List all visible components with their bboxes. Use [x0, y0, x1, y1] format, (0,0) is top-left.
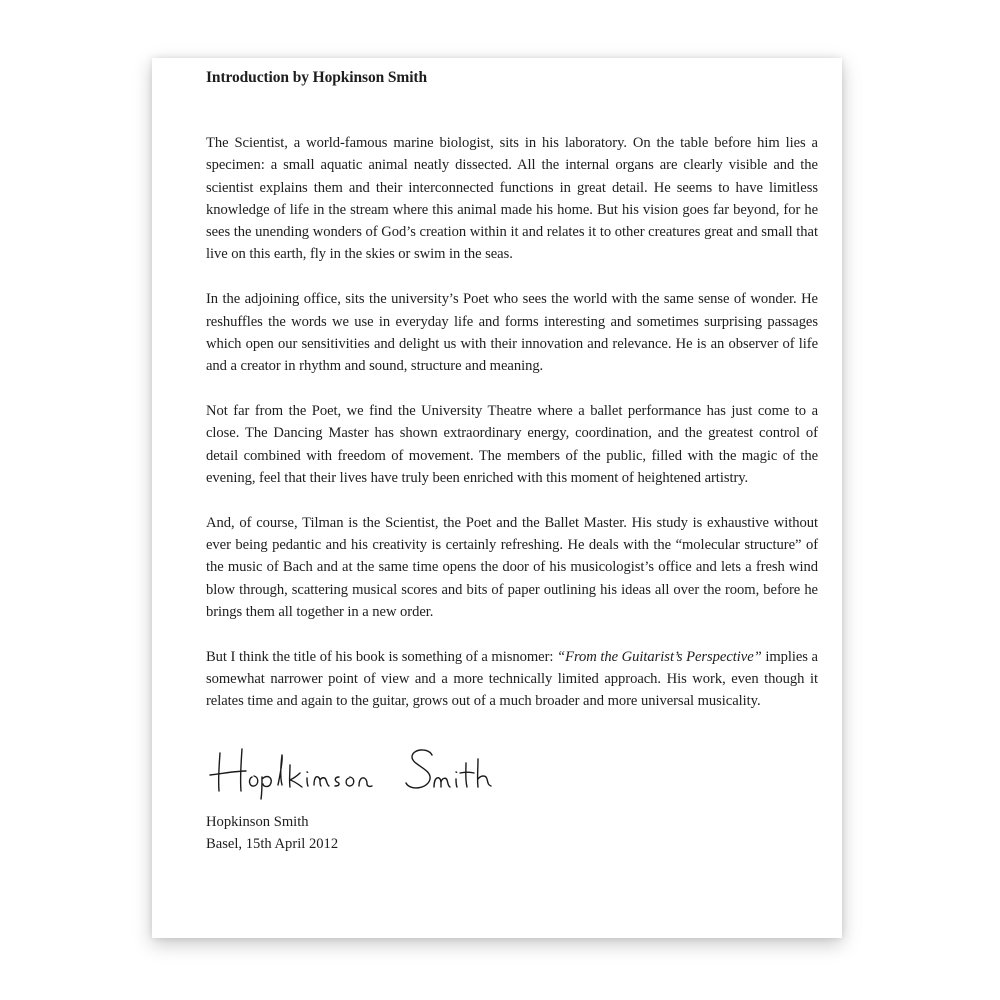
- place-date: Basel, 15th April 2012: [206, 836, 339, 853]
- page-content: [206, 66, 818, 855]
- author-name: Hopkinson Smith: [206, 814, 309, 831]
- signature-block: [206, 811, 818, 855]
- body-text: [206, 132, 818, 713]
- paragraph-text-before: But I think the title of his book is something of a misnomer:: [206, 648, 558, 665]
- book-title-italic: “From the Guitarist’s Perspective”: [557, 648, 762, 665]
- document-page: [152, 58, 842, 938]
- paragraph-title-misnomer: [206, 646, 818, 713]
- paragraph-text-after: implies a somewhat narrower point of view and a more technically limited approach. His work, even though it relates time and again to the guitar, grows out of a much broader and more universal musicality.: [206, 648, 818, 710]
- paragraph-dancing-master: Not far from the Poet, we find the University Theatre where a ballet performance has just come to a close. The Dancing Master has shown extraordinary energy, coordination, and the greatest control of detail combined with freedom of movement. The members of the public, filled with the magic of the evening, feel that their lives have truly been enriched with this moment of heightened artistry.: [206, 402, 818, 486]
- paragraph-tilman: And, of course, Tilman is the Scientist, the Poet and the Ballet Master. His study is exhaustive without ever being pedantic and his creativity is certainly refreshing. He deals with the “molecular structure” of the music of Bach and at the same time opens the door of his musicologist’s office and lets a fresh wind blow through, scattering musical scores and bits of paper outlining his ideas all over the room, before he brings them all together in a new order.: [206, 514, 818, 620]
- page-title: Introduction by Hopkinson Smith: [206, 69, 428, 86]
- paragraph-poet: In the adjoining office, sits the university’s Poet who sees the world with the same sense of wonder. He reshuffles the words we use in everyday life and forms interesting and sometimes surprising passages which open our sensitivities and delight us with their innovation and relevance. He is an observer of life and a creator in rhythm and sound, structure and meaning.: [206, 291, 818, 375]
- paragraph-scientist: The Scientist, a world-famous marine biologist, sits in his laboratory. On the table before him lies a specimen: a small aquatic animal neatly dissected. All the internal organs are clearly visible and the scientist explains them and their interconnected functions in great detail. He seems to have limitless knowledge of life in the stream where this animal made his home. But his vision goes far beyond, for he sees the unending wonders of God’s creation within it and relates it to other creatures great and small that live on this earth, fly in the skies or swim in the seas.: [206, 135, 818, 263]
- signature-icon: [206, 735, 526, 807]
- handwritten-signature: [206, 735, 526, 807]
